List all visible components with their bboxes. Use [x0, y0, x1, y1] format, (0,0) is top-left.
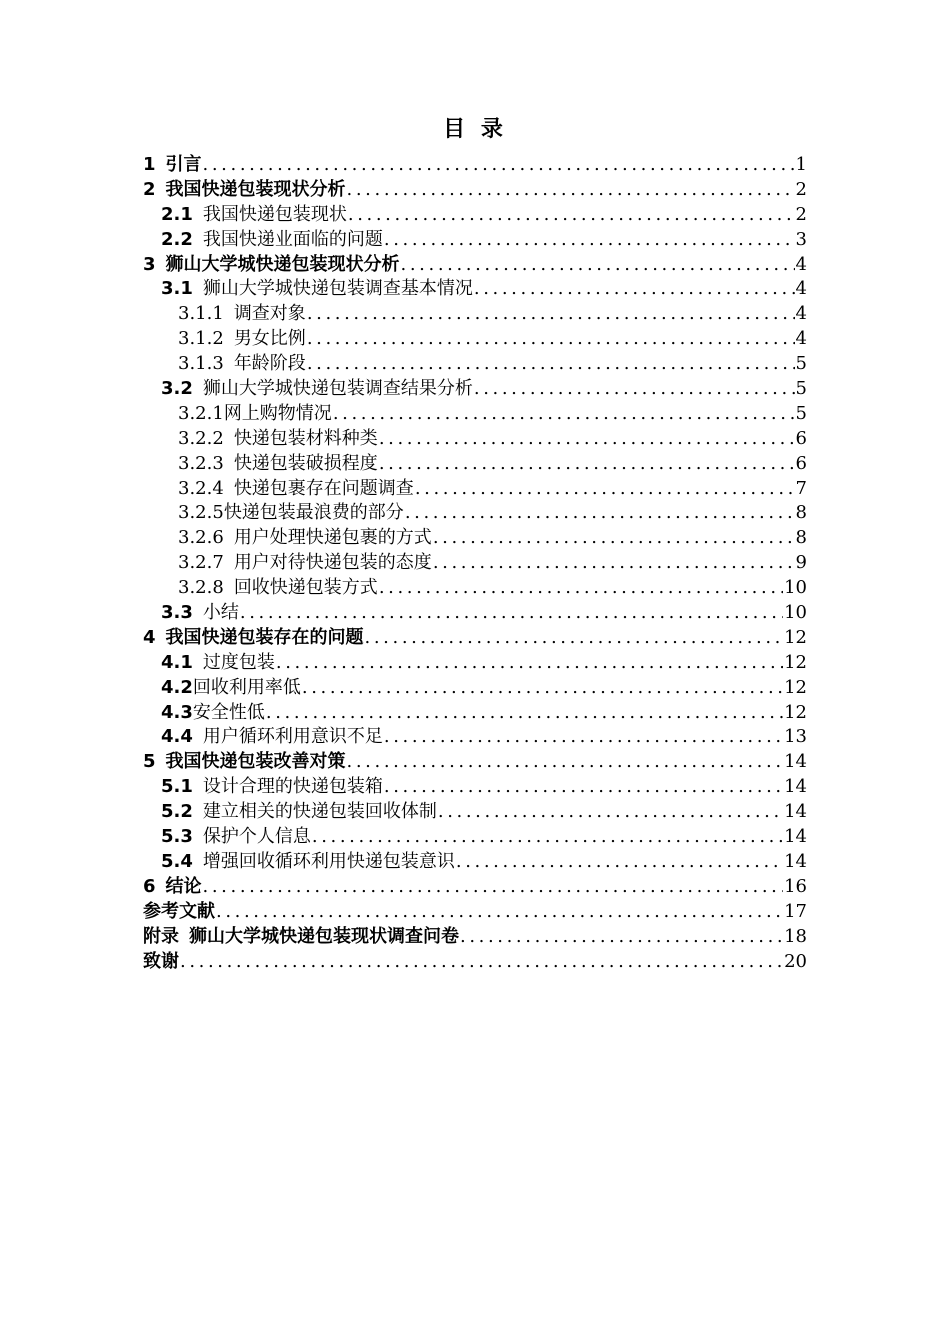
toc-entry-text: 狮山大学城快递包装现状分析 [165, 253, 400, 275]
toc-entry-number: 3 [143, 253, 156, 275]
toc-entry[interactable] [143, 875, 807, 900]
toc-dot-leader [333, 402, 795, 427]
toc-entry-label [161, 676, 301, 701]
toc-entry-text: 设计合理的快递包装箱 [202, 776, 383, 798]
toc-entry-text: 小结 [202, 602, 239, 624]
toc-entry-page: 20 [784, 950, 807, 972]
toc-dot-leader [347, 750, 784, 775]
toc-entry-number: 5.1 [161, 776, 193, 798]
toc-dot-leader [433, 551, 795, 576]
toc-entry-page: 16 [784, 875, 807, 897]
toc-entry[interactable] [143, 501, 807, 526]
toc-entry-text: 参考文献 [143, 900, 215, 922]
toc-entry-label [161, 725, 383, 750]
toc-dot-leader [384, 228, 795, 253]
toc-entry-label [143, 626, 364, 651]
toc-entry-text: 快递包装材料种类 [233, 427, 378, 449]
toc-entry-number: 3.2.1 [178, 402, 224, 424]
toc-dot-leader [307, 352, 795, 377]
toc-entry-label [161, 601, 239, 626]
toc-entry-label [161, 228, 383, 253]
toc-entry-page: 18 [784, 925, 807, 947]
toc-entry-number: 附录 [143, 925, 179, 947]
toc-dot-leader [216, 900, 783, 925]
toc-entry-number: 3.1.3 [178, 353, 224, 375]
toc-dot-leader [438, 800, 783, 825]
toc-entry[interactable] [143, 775, 807, 800]
toc-entry-number: 3.1 [161, 278, 193, 300]
toc-dot-leader [348, 203, 795, 228]
toc-entry-page: 12 [784, 676, 807, 698]
toc-entry-page: 17 [784, 900, 807, 922]
toc-entry[interactable] [143, 327, 807, 352]
toc-entry[interactable] [143, 402, 807, 427]
toc-entry-label [178, 576, 378, 601]
toc-entry-label [178, 526, 432, 551]
toc-dot-leader [456, 850, 783, 875]
toc-entry-page: 1 [795, 154, 807, 175]
toc-entry-label [143, 900, 215, 925]
toc-entry[interactable] [143, 302, 807, 327]
toc-dot-leader [384, 775, 783, 800]
toc-entry[interactable] [143, 352, 807, 377]
toc-entry-page: 5 [795, 402, 807, 424]
toc-entry[interactable] [143, 377, 807, 402]
toc-entry[interactable] [143, 551, 807, 576]
toc-entry[interactable] [143, 228, 807, 253]
toc-entry-number: 3.1.2 [178, 328, 224, 350]
toc-entry[interactable] [143, 701, 807, 726]
toc-entry-page: 5 [795, 353, 807, 375]
toc-entry-text: 回收快递包装方式 [233, 577, 378, 599]
toc-entry-label [161, 377, 473, 402]
toc-entry-label [161, 825, 311, 850]
toc-entry-text: 我国快递包装改善对策 [165, 751, 346, 773]
toc-entry-label [143, 750, 346, 775]
toc-dot-leader [405, 501, 795, 526]
toc-entry-text: 致谢 [143, 950, 179, 972]
toc-entry[interactable] [143, 850, 807, 875]
toc-dot-leader [415, 477, 795, 502]
toc-dot-leader [240, 601, 783, 626]
toc-entry-number: 3.2.8 [178, 577, 224, 599]
toc-entry-page: 4 [795, 328, 807, 350]
toc-entry-text: 快递包裹存在问题调查 [233, 477, 414, 499]
toc-entry[interactable] [143, 477, 807, 502]
toc-entry-page: 10 [784, 602, 807, 624]
toc-entry[interactable] [143, 925, 807, 950]
toc-entry-label [161, 850, 455, 875]
toc-entry[interactable] [143, 725, 807, 750]
toc-entry-text: 快递包装最浪费的部分 [223, 502, 404, 524]
toc-entry-label [143, 253, 400, 278]
toc-dot-leader [307, 327, 795, 352]
toc-entry-text: 网上购物情况 [223, 402, 332, 424]
toc-entry-label [161, 800, 437, 825]
toc-entry-number: 5.3 [161, 826, 193, 848]
toc-entry[interactable] [143, 452, 807, 477]
toc-entry[interactable] [143, 950, 807, 975]
toc-entry-label [178, 302, 306, 327]
toc-entry[interactable] [143, 626, 807, 651]
toc-entry-label [143, 153, 202, 178]
toc-dot-leader [401, 253, 795, 278]
toc-entry-page: 14 [784, 850, 807, 872]
toc-entry[interactable] [143, 601, 807, 626]
toc-entry-text: 狮山大学城快递包装现状调查问卷 [189, 925, 459, 947]
toc-dot-leader [276, 651, 783, 676]
toc-entry-number: 3.1.1 [178, 303, 224, 325]
toc-dot-leader [433, 526, 795, 551]
toc-entry-label [178, 402, 332, 427]
toc-entry[interactable] [143, 277, 807, 302]
toc-entry-number: 2.1 [161, 203, 193, 225]
toc-entry-number: 5.2 [161, 801, 193, 823]
toc-entry[interactable] [143, 576, 807, 601]
toc-dot-leader [203, 875, 784, 900]
toc-entry[interactable] [143, 825, 807, 850]
toc-dot-leader [379, 576, 783, 601]
toc-list [143, 153, 807, 974]
toc-entry-text: 用户循环利用意识不足 [202, 726, 383, 748]
toc-entry-number: 3.3 [161, 602, 193, 624]
toc-dot-leader [302, 676, 783, 701]
toc-dot-leader [347, 178, 795, 203]
toc-entry-text: 我国快递业面临的问题 [202, 228, 383, 250]
toc-entry-label [161, 277, 473, 302]
toc-dot-leader [384, 725, 783, 750]
toc-entry[interactable] [143, 800, 807, 825]
toc-entry-number: 5.4 [161, 850, 193, 872]
toc-entry-number: 4.4 [161, 726, 193, 748]
toc-entry-page: 4 [795, 253, 807, 275]
toc-dot-leader [474, 377, 795, 402]
toc-entry[interactable] [143, 676, 807, 701]
toc-entry-number: 3.2.5 [178, 502, 224, 524]
toc-dot-leader [203, 153, 795, 178]
toc-entry-label [178, 327, 306, 352]
toc-entry-page: 4 [795, 278, 807, 300]
toc-entry-text: 用户处理快递包裹的方式 [233, 527, 432, 549]
toc-entry-page: 12 [784, 651, 807, 673]
toc-entry-text: 我国快递包装存在的问题 [165, 626, 364, 648]
toc-dot-leader [266, 701, 783, 726]
toc-entry[interactable] [143, 900, 807, 925]
toc-entry-number: 3.2.3 [178, 452, 224, 474]
toc-entry[interactable] [143, 253, 807, 278]
toc-entry-label [143, 950, 179, 975]
toc-entry-page: 6 [795, 427, 807, 449]
toc-entry-page: 10 [784, 577, 807, 599]
toc-entry-page: 5 [795, 378, 807, 400]
toc-entry-text: 我国快递包装现状分析 [165, 178, 346, 200]
toc-entry-number: 4.1 [161, 651, 193, 673]
toc-entry-text: 男女比例 [233, 328, 306, 350]
toc-entry-page: 8 [795, 527, 807, 549]
toc-dot-leader [312, 825, 783, 850]
toc-entry-text: 我国快递包装现状 [202, 203, 347, 225]
toc-entry-text: 年龄阶段 [233, 353, 306, 375]
toc-title: 目 录 [443, 117, 507, 142]
toc-entry-number: 1 [143, 154, 156, 175]
toc-dot-leader [180, 950, 783, 975]
toc-entry-page: 9 [795, 552, 807, 574]
toc-entry-text: 狮山大学城快递包装调查基本情况 [202, 278, 473, 300]
toc-entry-page: 7 [795, 477, 807, 499]
toc-dot-leader [474, 277, 795, 302]
toc-entry-number: 6 [143, 875, 156, 897]
toc-entry-label [161, 775, 383, 800]
toc-entry-page: 14 [784, 751, 807, 773]
toc-entry-label [178, 501, 404, 526]
toc-entry-label [143, 875, 202, 900]
toc-entry-page: 14 [784, 826, 807, 848]
toc-entry-text: 建立相关的快递包装回收体制 [202, 801, 437, 823]
toc-entry-text: 快递包装破损程度 [233, 452, 378, 474]
toc-entry-number: 2 [143, 178, 156, 200]
toc-entry-number: 3.2 [161, 378, 193, 400]
toc-entry-text: 狮山大学城快递包装调查结果分析 [202, 378, 473, 400]
toc-entry-text: 引言 [165, 154, 202, 175]
toc-entry-page: 12 [784, 626, 807, 648]
toc-entry-label [143, 178, 346, 203]
toc-dot-leader [307, 302, 795, 327]
toc-dot-leader [379, 427, 795, 452]
toc-entry-text: 结论 [165, 875, 202, 897]
toc-entry[interactable] [143, 526, 807, 551]
toc-entry-page: 6 [795, 452, 807, 474]
toc-entry-page: 14 [784, 801, 807, 823]
toc-entry-text: 增强回收循环利用快递包装意识 [202, 850, 455, 872]
toc-entry-page: 13 [784, 726, 807, 748]
toc-entry-number: 2.2 [161, 228, 193, 250]
toc-entry-page: 2 [795, 203, 807, 225]
toc-entry-label [161, 203, 347, 228]
toc-entry-number: 4 [143, 626, 156, 648]
toc-entry[interactable] [143, 651, 807, 676]
toc-entry-text: 安全性低 [192, 701, 265, 723]
toc-entry[interactable] [143, 203, 807, 228]
toc-entry-label [161, 651, 275, 676]
toc-entry-label [178, 352, 306, 377]
toc-entry-page: 4 [795, 303, 807, 325]
toc-entry-number: 4.2 [161, 676, 193, 698]
toc-entry-number: 3.2.2 [178, 427, 224, 449]
toc-dot-leader [460, 925, 783, 950]
toc-entry-label [178, 452, 378, 477]
toc-entry-page: 3 [795, 228, 807, 250]
toc-entry-number: 5 [143, 751, 156, 773]
toc-entry[interactable] [143, 153, 807, 178]
toc-entry-label [178, 477, 414, 502]
toc-entry-text: 过度包装 [202, 651, 275, 673]
toc-entry-label [161, 701, 265, 726]
toc-entry-text: 用户对待快递包装的态度 [233, 552, 432, 574]
toc-dot-leader [379, 452, 795, 477]
toc-entry-label [178, 427, 378, 452]
toc-entry-label [143, 925, 459, 950]
toc-dot-leader [365, 626, 784, 651]
toc-entry-number: 4.3 [161, 701, 193, 723]
toc-entry-text: 保护个人信息 [202, 826, 311, 848]
toc-entry[interactable] [143, 427, 807, 452]
toc-entry-label [178, 551, 432, 576]
toc-entry-text: 回收利用率低 [192, 676, 301, 698]
toc-entry-number: 3.2.6 [178, 527, 224, 549]
toc-entry-page: 2 [795, 178, 807, 200]
toc-entry-page: 14 [784, 776, 807, 798]
toc-entry-number: 3.2.7 [178, 552, 224, 574]
toc-entry[interactable] [143, 178, 807, 203]
toc-entry-page: 8 [795, 502, 807, 524]
toc-entry-text: 调查对象 [233, 303, 306, 325]
toc-entry-number: 3.2.4 [178, 477, 224, 499]
toc-entry-page: 12 [784, 701, 807, 723]
toc-entry[interactable] [143, 750, 807, 775]
